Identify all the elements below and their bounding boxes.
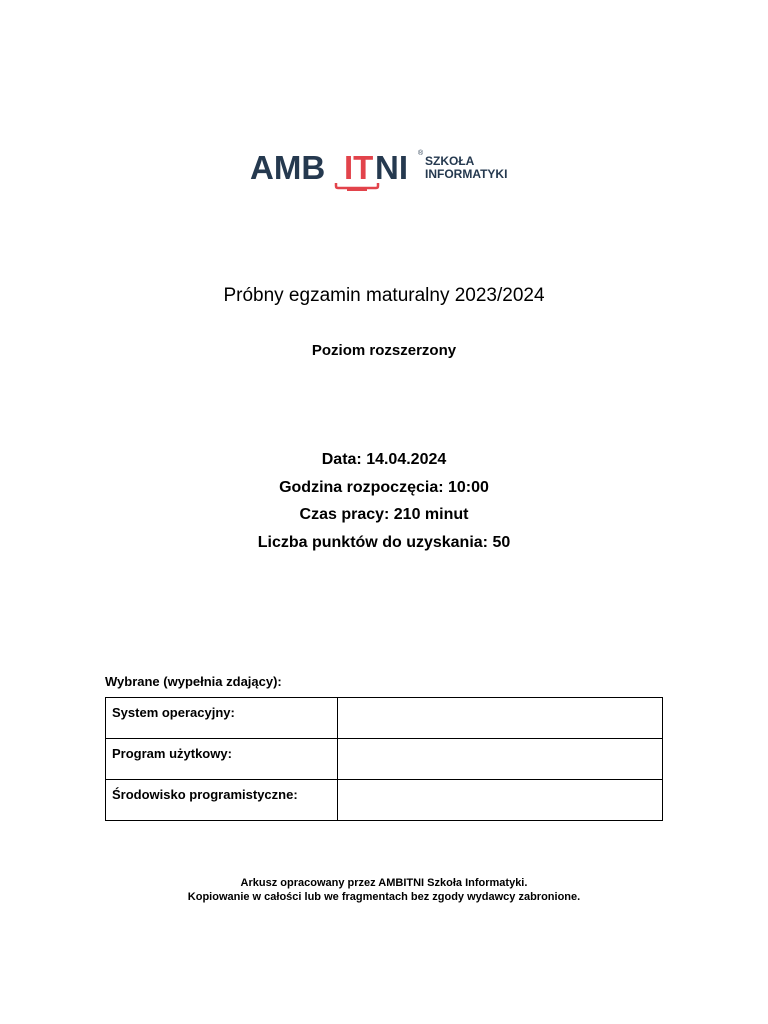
footer-line-author: Arkusz opracowany przez AMBITNI Szkoła Informatyki. [240, 877, 528, 889]
operating-system-label-text: System operacyjny: [112, 705, 235, 720]
table-row [106, 698, 663, 739]
monitor-stand-icon [347, 188, 367, 191]
application-program-label-text: Program użytkowy: [112, 746, 232, 761]
exam-details [0, 448, 768, 559]
footer-notice [0, 876, 768, 904]
logo-registered-mark: ® [418, 150, 424, 157]
programming-environment-label [106, 780, 338, 821]
logo-text-it: IT [344, 149, 374, 186]
selection-label: Wybrane (wypełnia zdający): [105, 674, 282, 689]
logo-text-ni: NI [375, 149, 408, 186]
exam-duration: Czas pracy: 210 minut [299, 506, 469, 524]
logo-text-amb: AMB [250, 149, 326, 186]
exam-date: Data: 14.04.2024 [321, 451, 447, 468]
programming-environment-label-text: Środowisko programistyczne: [112, 787, 298, 802]
exam-level: Poziom rozszerzony [311, 342, 457, 359]
table-row [106, 739, 663, 780]
selection-table [105, 697, 663, 821]
exam-start-time: Godzina rozpoczęcia: 10:00 [279, 478, 489, 496]
ambitni-logo [250, 145, 525, 200]
application-program-field[interactable] [338, 739, 663, 780]
table-row [106, 780, 663, 821]
footer-line-copyright: Kopiowanie w całości lub we fragmentach bez zgody wydawcy zabronione. [187, 891, 581, 903]
logo-line-szkola: SZKOŁA [425, 154, 475, 168]
exam-points: Liczba punktów do uzyskania: 50 [257, 534, 511, 552]
operating-system-field[interactable] [338, 698, 663, 739]
application-program-label [106, 739, 338, 780]
exam-title: Próbny egzamin maturalny 2023/2024 [223, 285, 545, 306]
programming-environment-field[interactable] [338, 780, 663, 821]
operating-system-label [106, 698, 338, 739]
logo-line-informatyki: INFORMATYKI [425, 167, 508, 181]
